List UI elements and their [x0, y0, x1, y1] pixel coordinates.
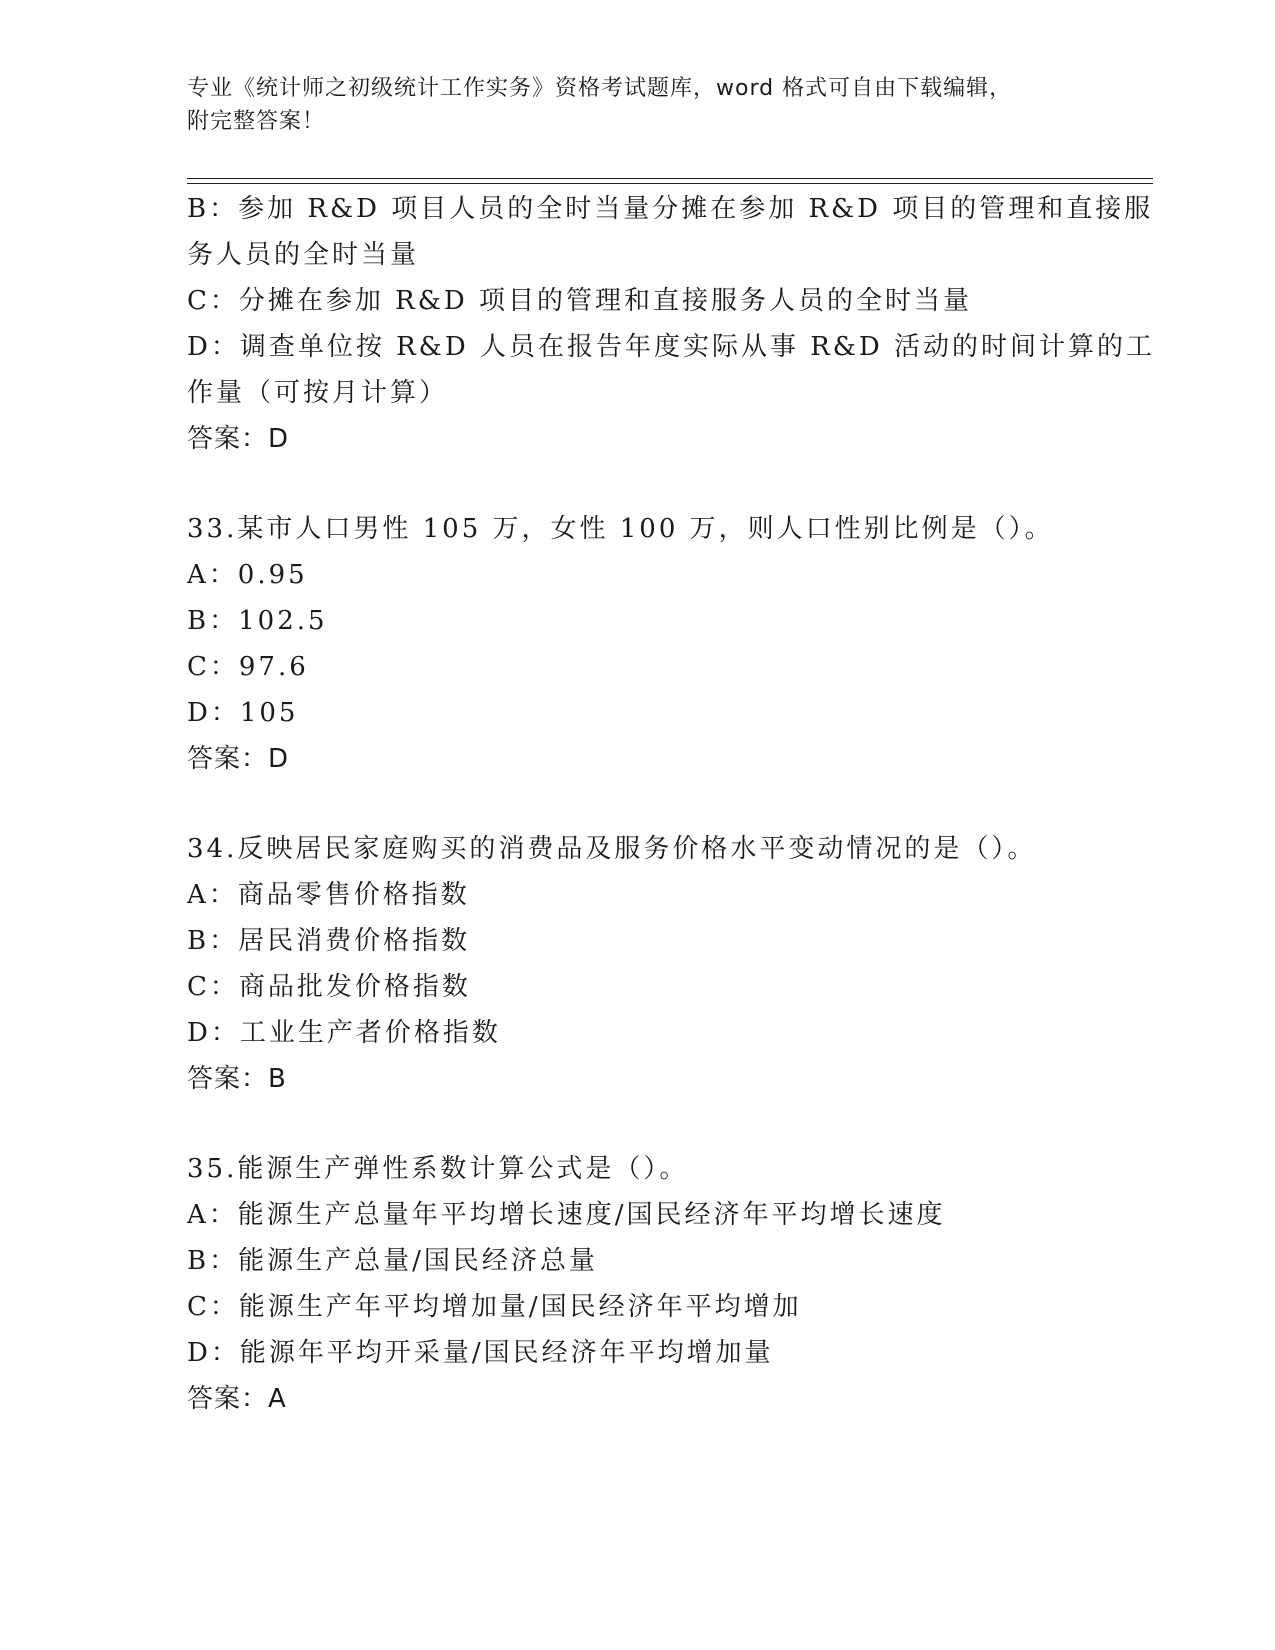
q35-option-a: A：能源生产总量年平均增长速度/国民经济年平均增长速度: [187, 1200, 946, 1230]
document-body: [187, 186, 1156, 1422]
question-35-block: [187, 1146, 1087, 1422]
q33-stem: 33.某市人口男性 105 万，女性 100 万，则人口性别比例是（）。: [187, 514, 1054, 544]
q32-option-b-line-2: 务人员的全时当量: [187, 240, 420, 270]
header-line-2: 附完整答案！: [187, 109, 326, 134]
q35-answer: 答案：A: [187, 1384, 287, 1414]
q34-option-d: D：工业生产者价格指数: [187, 1018, 501, 1048]
q34-option-b: B：居民消费价格指数: [187, 926, 471, 956]
q34-stem: 34.反映居民家庭购买的消费品及服务价格水平变动情况的是（）。: [187, 834, 1037, 864]
q35-option-b: B：能源生产总量/国民经济总量: [187, 1246, 598, 1276]
header-line-1: 专业《统计师之初级统计工作实务》资格考试题库，word 格式可自由下载编辑，: [187, 76, 1013, 101]
header-divider-bottom: [187, 183, 1153, 184]
question-spacer: [187, 782, 1087, 826]
q32-option-b-line-1: B：参加 R&D 项目人员的全时当量分摊在参加 R&D 项目的管理和直接服: [187, 194, 1154, 224]
question-34-block: [187, 826, 1087, 1102]
q32-option-d-line-1: D：调查单位按 R&D 人员在报告年度实际从事 R&D 活动的时间计算的工: [187, 332, 1156, 362]
q32-option-c: C：分摊在参加 R&D 项目的管理和直接服务人员的全时当量: [187, 286, 972, 316]
q33-option-b: B：102.5: [187, 606, 328, 636]
q35-option-c: C：能源生产年平均增加量/国民经济年平均增加: [187, 1292, 802, 1322]
question-33-block: [187, 506, 1087, 782]
q32-answer: 答案：D: [187, 424, 290, 454]
q35-option-d: D：能源年平均开采量/国民经济年平均增加量: [187, 1338, 774, 1368]
question-spacer: [187, 1102, 1087, 1146]
q32-option-d-line-2: 作量（可按月计算）: [187, 378, 449, 408]
header-divider-top: [187, 178, 1153, 179]
q35-stem: 35.能源生产弹性系数计算公式是（）。: [187, 1154, 689, 1184]
q33-option-c: C：97.6: [187, 652, 309, 682]
question-spacer: [187, 462, 1087, 506]
q33-answer: 答案：D: [187, 744, 290, 774]
q34-option-c: C：商品批发价格指数: [187, 972, 471, 1002]
q34-answer: 答案：B: [187, 1064, 287, 1094]
q33-option-d: D：105: [187, 698, 299, 728]
document-header: [187, 72, 1067, 138]
q34-option-a: A：商品零售价格指数: [187, 880, 470, 910]
question-32-block: [187, 186, 1156, 462]
q33-option-a: A：0.95: [187, 560, 308, 590]
